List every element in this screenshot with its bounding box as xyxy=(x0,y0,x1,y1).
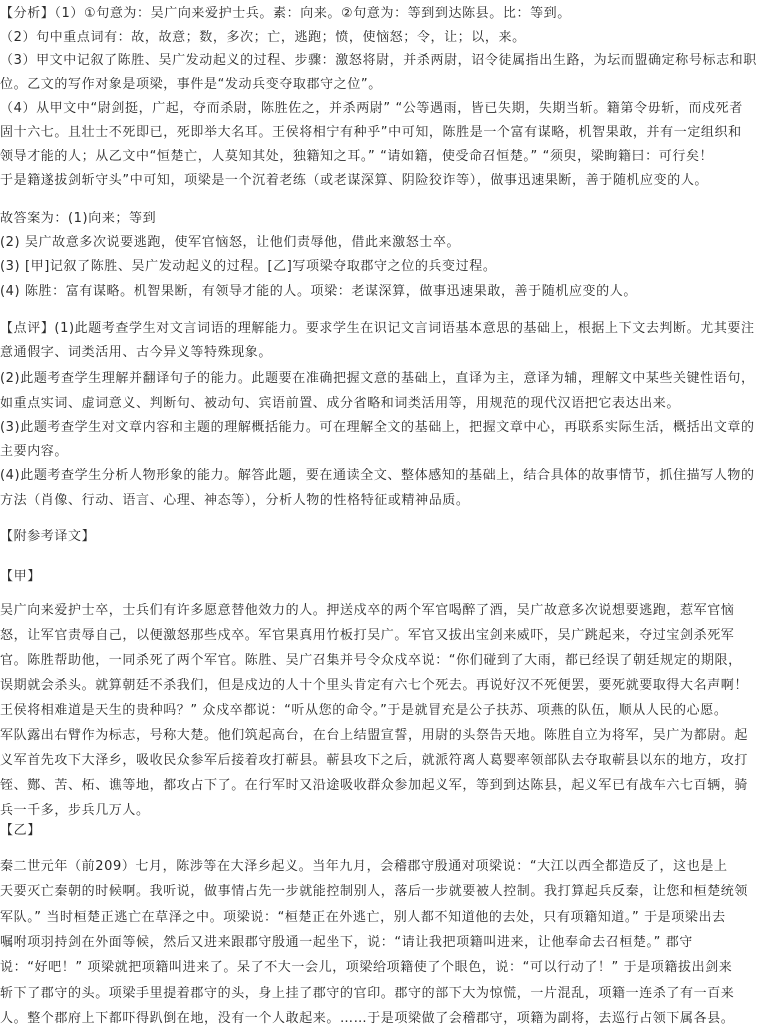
paragraph-11-line-1: (3)此题考查学生对文章内容和主题的理解概括能力。可在理解全文的基础上，把握文章中心，再联系实际生活，概括出文章的 xyxy=(0,420,755,435)
paragraph-3-line-1: （3）甲文中记叙了陈胜、吴广发动起义的过程、步骤：激怒将尉，并杀两尉，诏令徒属指出生路，为坛而盟确定称号标志和职 xyxy=(0,53,757,68)
paragraph-17-line-2: 天要灭亡秦朝的时候啊。我听说，做事情占先一步就能控制别人，落后一步就要被人控制。我打算起兵反秦，让您和桓楚统领 xyxy=(0,884,749,900)
paragraph-11-line-2: 主要内容。 xyxy=(0,444,69,459)
paragraph-17-line-6: 斩下了郡守的头。项梁手里提着郡守的头，身上挂了郡守的官印。郡守的部下大为惊慌，一片混乱，项籍一连杀了有一百来 xyxy=(0,985,735,1001)
paragraph-12-line-1: (4)此题考查学生分析人物形象的能力。解答此题，要在通读全文、整体感知的基础上，结合具体的故事情节，抓住描写人物的 xyxy=(0,468,755,483)
paragraph-4-line-4: 于是籍遂拔剑斩守头”中可知，项梁是一个沉着老练（或老谋深算、阴险狡诈等），做事迅速果断，善于随机应变的人。 xyxy=(0,173,709,188)
paragraph-13-line-1: 【附参考译文】 xyxy=(0,529,96,544)
paragraph-15-line-6: 军队露出右臂作为标志，号称大楚。他们筑起高台，在台上结盟宣誓，用尉的头祭告天地。陈胜自立为将军，吴广为都尉。起 xyxy=(0,728,749,743)
paragraph-15-line-2: 怒，让军官责辱自己，以便激怒那些戍卒。军官果真用竹板打吴广。军官又拔出宝剑来威吓，吴广跳起来，夺过宝剑杀死军 xyxy=(0,628,735,643)
paragraph-17-line-5: 说：“好吧！” 项梁就把项籍叫进来了。呆了不大一会儿，项梁给项籍使了个眼色，说：“可以行动了！” 于是项籍拔出剑来 xyxy=(0,960,733,976)
paragraph-15-line-3: 官。陈胜帮助他，一同杀死了两个军官。陈胜、吴广召集并号令众戍卒说：“你们碰到了大雨，都已经误了朝廷规定的期限， xyxy=(0,653,742,668)
paragraph-17-line-4: 嘱咐项羽持剑在外面等候，然后又进来跟郡守殷通一起坐下，说：“请让我把项籍叫进来，让他奉命去召桓楚。” 郡守 xyxy=(0,934,693,950)
paragraph-4-line-2: 固十六七。且壮士不死即已，死即举大名耳。王侯将相宁有种乎”中可知，陈胜是一个富有谋略，机智果敢，并有一定组织和 xyxy=(0,125,742,140)
paragraph-7-line-1: (3) [甲]记叙了陈胜、吴广发动起义的过程。[乙]写项梁夺取郡守之位的兵变过程。 xyxy=(0,259,497,274)
paragraph-5-line-1: 故答案为：(1)向来；等到 xyxy=(0,211,157,226)
paragraph-17-line-1: 秦二世元年（前209）七月，陈涉等在大泽乡起义。当年九月，会稽郡守殷通对项梁说：“大江以西全都造反了，这也是上 xyxy=(0,859,728,874)
paragraph-2-line-1: （2）句中重点词有：故，故意；数，多次；亡，逃跑；愤，使恼怒；令，让；以，来。 xyxy=(0,30,526,45)
paragraph-9-line-2: 意通假字、词类活用、古今异义等特殊现象。 xyxy=(0,345,273,360)
paragraph-3-line-2: 位。乙文的写作对象是项梁，事件是“发动兵变夺取郡守之位”。 xyxy=(0,77,382,92)
paragraph-17-line-3: 军队。” 当时桓楚正逃亡在草泽之中。项梁说：“桓楚正在外逃亡，别人都不知道他的去处，只有项籍知道。” 于是项梁出去 xyxy=(0,909,726,925)
paragraph-6-line-1: (2) 吴广故意多次说要逃跑，使军官恼怒，让他们责辱他，借此来激怒士卒。 xyxy=(0,235,461,250)
paragraph-10-line-1: (2)此题考查学生理解并翻译句子的能力。此题要在准确把握文意的基础上，直译为主，意译为辅，理解文中某些关键性语句， xyxy=(0,371,755,386)
paragraph-17-line-7: 人。整个郡府上下都吓得趴倒在地，没有一个人敢起来。……于是项梁做了会稽郡守，项籍为副将，去巡行占领下属各县。 xyxy=(0,1010,735,1026)
paragraph-15-line-7: 义军首先攻下大泽乡，吸收民众参军后接着攻打蕲县。蕲县攻下之后，就派符离人葛婴率领部队去夺取蕲县以东的地方，攻打 xyxy=(0,753,749,768)
paragraph-15-line-5: 王侯将相难道是天生的贵种吗？” 众戍卒都说：“听从您的命令。”于是就冒充是公子扶苏、项燕的队伍，顺从人民的心愿。 xyxy=(0,703,728,718)
paragraph-15-line-9: 兵一千多，步兵几万人。 xyxy=(0,803,150,818)
paragraph-4-line-3: 领导才能的人；从乙文中“恒楚亡，人莫知其处，独籍知之耳。” “请如籍，使受命召恒楚。” “须臾，梁眴籍曰：可行矣！ xyxy=(0,149,714,164)
paragraph-12-line-2: 方法（肖像、行动、语言、心理、神态等），分析人物的性格特征或精神品质。 xyxy=(0,493,470,508)
paragraph-15-line-4: 误期就会杀头。就算朝廷不杀我们，但是戍边的人十个里头肯定有六七个死去。再说好汉不死便罢，要死就要取得大名声啊！ xyxy=(0,678,749,693)
paragraph-10-line-2: 如重点实词、虚词意义、判断句、被动句、宾语前置、成分省略和词类活用等，用规范的现代汉语把它表达出来。 xyxy=(0,396,681,411)
paragraph-16-line-1: 【乙】 xyxy=(0,823,41,838)
paragraph-4-line-1: （4）从甲文中“尉剑挺，广起，夺而杀尉，陈胜佐之，并杀两尉” “公等遇雨，皆已失期，失期当斩。籍第令毋斩，而戍死者 xyxy=(0,101,743,116)
paragraph-8-line-1: (4) 陈胜：富有谋略。机智果断，有领导才能的人。项梁：老谋深算，做事迅速果敢，善于随机应变的人。 xyxy=(0,284,637,299)
paragraph-14-line-1: 【甲】 xyxy=(0,569,41,584)
paragraph-9-line-1: 【点评】(1)此题考查学生对文言词语的理解能力。要求学生在识记文言词语基本意思的基础上，根据上下文去判断。尤其要注 xyxy=(0,321,755,336)
paragraph-15-line-8: 铚、酂、苦、柘、谯等地，都攻占下了。在行军时又沿途吸收群众参加起义军，等到到达陈县，起义军已有战车六七百辆，骑 xyxy=(0,778,749,793)
paragraph-1-line-1: 【分析】（1）①句意为：吴广向来爱护士兵。素：向来。②句意为：等到到达陈县。比：等到。 xyxy=(0,6,571,21)
paragraph-15-line-1: 吴广向来爱护士卒，士兵们有许多愿意替他效力的人。押送戍卒的两个军官喝醉了酒，吴广故意多次说想要逃跑，惹军官恼 xyxy=(0,603,735,618)
